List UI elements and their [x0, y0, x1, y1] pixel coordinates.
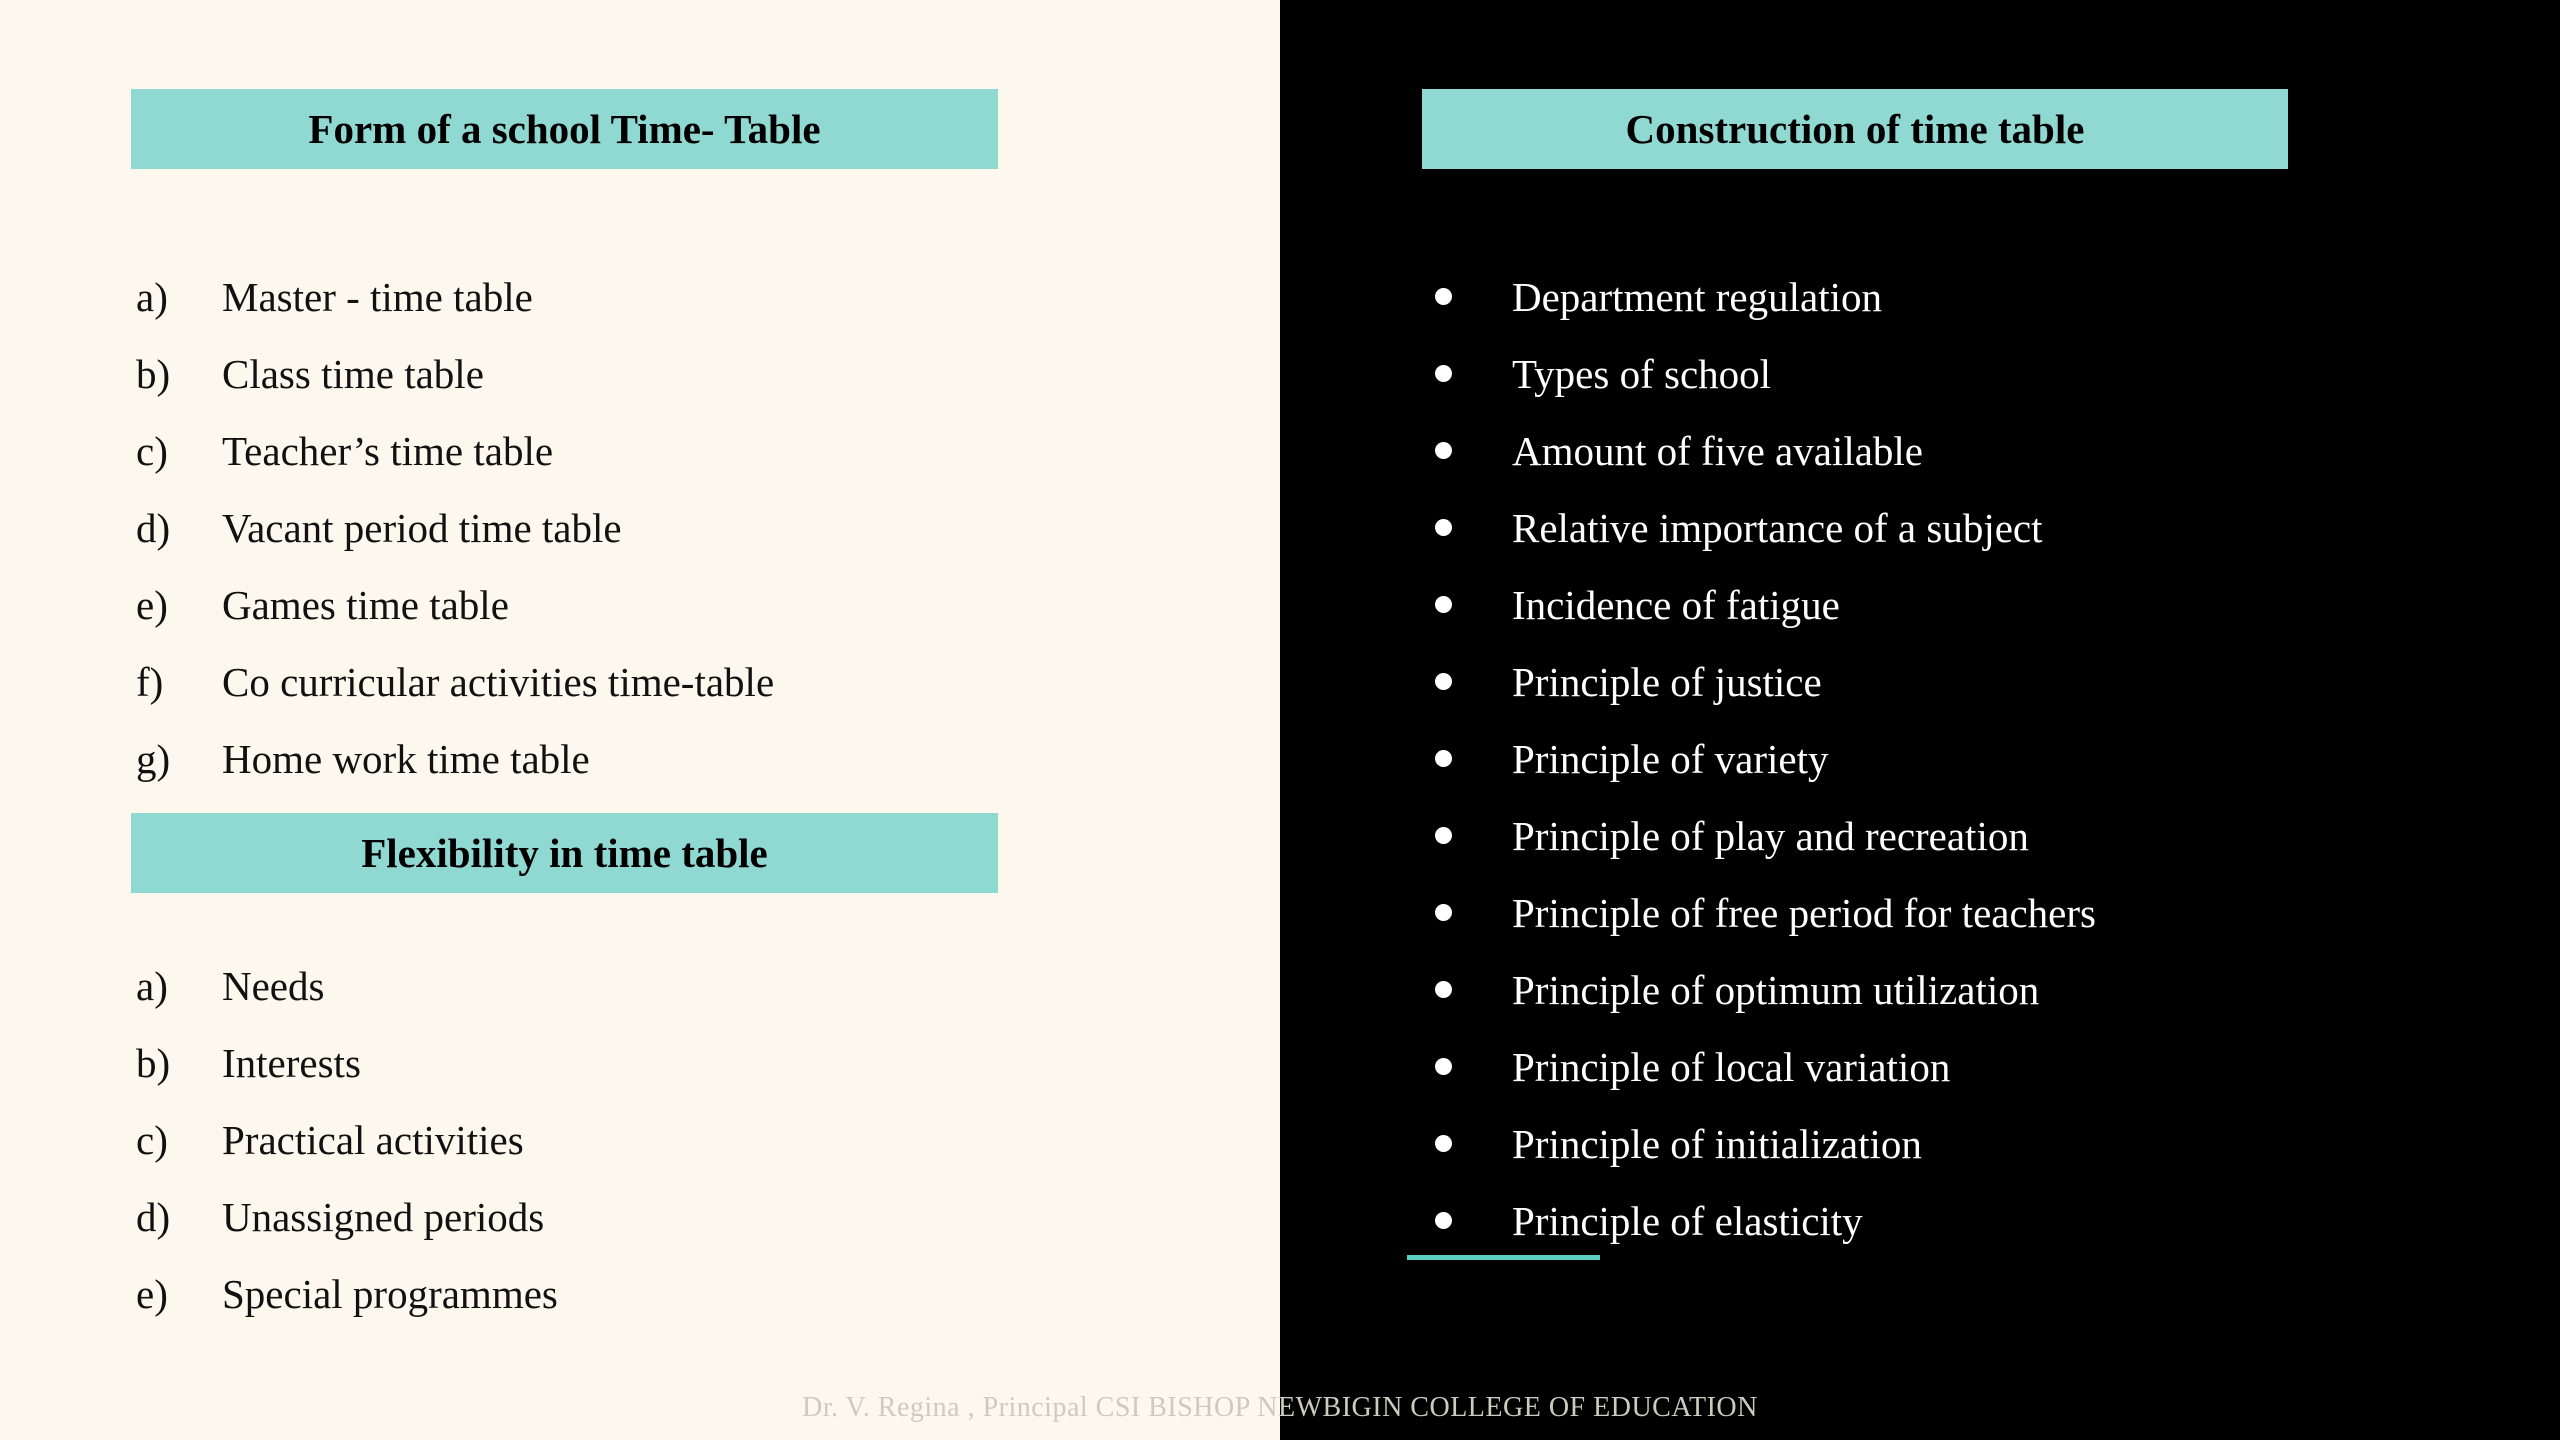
list-item — [136, 566, 1136, 643]
list-item-text: Types of school — [1512, 350, 1772, 397]
bullet-icon — [1422, 489, 1512, 566]
construction-header: Construction of time table — [1422, 89, 2288, 169]
list-item — [136, 1255, 1136, 1332]
bullet-icon — [1422, 951, 1512, 1028]
list-marker: e) — [136, 1270, 168, 1317]
list-item — [136, 643, 1136, 720]
list-item-text: Special programmes — [222, 1270, 558, 1317]
list-item — [1422, 566, 2522, 643]
list-item — [1422, 951, 2522, 1028]
list-item-text: Principle of elasticity — [1512, 1197, 1863, 1244]
list-item — [1422, 874, 2522, 951]
list-item-text: Interests — [222, 1039, 361, 1086]
list-item-text: Principle of variety — [1512, 735, 1829, 782]
flexibility-list — [136, 947, 1136, 1332]
list-marker: a) — [136, 962, 168, 1009]
list-marker: c) — [136, 427, 168, 474]
bullet-icon — [1422, 874, 1512, 951]
list-item-text: Incidence of fatigue — [1512, 581, 1840, 628]
list-item-text: Master - time table — [222, 273, 533, 320]
list-item-text: Teacher’s time table — [222, 427, 554, 474]
form-timetable-header: Form of a school Time- Table — [131, 89, 998, 169]
list-item — [1422, 1105, 2522, 1182]
list-item-text: Principle of free period for teachers — [1512, 889, 2096, 936]
list-item-text: Amount of five available — [1512, 427, 1924, 474]
list-item-text: Principle of local variation — [1512, 1043, 1951, 1090]
construction-list — [1422, 258, 2522, 1259]
list-item-text: Principle of initialization — [1512, 1120, 1922, 1167]
list-item — [1422, 797, 2522, 874]
list-marker: a) — [136, 273, 168, 320]
bullet-icon — [1422, 797, 1512, 874]
list-item-text: Class time table — [222, 350, 484, 397]
list-item — [1422, 720, 2522, 797]
list-item — [1422, 412, 2522, 489]
form-timetable-list — [136, 258, 1136, 797]
list-item — [136, 412, 1136, 489]
list-item — [1422, 258, 2522, 335]
list-item — [1422, 1182, 2522, 1259]
bullet-icon — [1422, 1182, 1512, 1259]
list-marker: d) — [136, 1193, 171, 1240]
list-item-text: Vacant period time table — [222, 504, 622, 551]
list-item-text: Department regulation — [1512, 273, 1883, 320]
list-marker: e) — [136, 581, 168, 628]
flexibility-header: Flexibility in time table — [131, 813, 998, 893]
accent-underline — [1407, 1255, 1600, 1260]
list-item — [1422, 489, 2522, 566]
list-item — [1422, 1028, 2522, 1105]
list-marker: b) — [136, 1039, 171, 1086]
list-item — [136, 1024, 1136, 1101]
footer-credit: Dr. V. Regina , Principal CSI BISHOP NEWBIGIN COLLEGE OF EDUCATION — [802, 1392, 1758, 1423]
list-item — [1422, 643, 2522, 720]
list-marker: d) — [136, 504, 171, 551]
list-marker: c) — [136, 1116, 168, 1163]
bullet-icon — [1422, 643, 1512, 720]
list-item-text: Practical activities — [222, 1116, 524, 1163]
list-item — [136, 489, 1136, 566]
list-item-text: Co curricular activities time-table — [222, 658, 775, 705]
list-item — [136, 1178, 1136, 1255]
list-item-text: Home work time table — [222, 735, 590, 782]
list-item — [136, 720, 1136, 797]
bullet-icon — [1422, 1105, 1512, 1182]
list-item-text: Principle of play and recreation — [1512, 812, 2029, 859]
list-item — [136, 335, 1136, 412]
list-item — [1422, 335, 2522, 412]
bullet-icon — [1422, 566, 1512, 643]
bullet-icon — [1422, 335, 1512, 412]
list-item-text: Needs — [222, 962, 325, 1009]
bullet-icon — [1422, 258, 1512, 335]
list-marker: g) — [136, 735, 171, 782]
bullet-icon — [1422, 720, 1512, 797]
list-marker: f) — [136, 658, 164, 705]
list-item — [136, 947, 1136, 1024]
list-item-text: Principle of justice — [1512, 658, 1822, 705]
list-marker: b) — [136, 350, 171, 397]
bullet-icon — [1422, 1028, 1512, 1105]
bullet-icon — [1422, 412, 1512, 489]
list-item-text: Relative importance of a subject — [1512, 504, 2043, 551]
list-item — [136, 258, 1136, 335]
list-item-text: Principle of optimum utilization — [1512, 966, 2040, 1013]
list-item — [136, 1101, 1136, 1178]
list-item-text: Games time table — [222, 581, 509, 628]
list-item-text: Unassigned periods — [222, 1193, 545, 1240]
